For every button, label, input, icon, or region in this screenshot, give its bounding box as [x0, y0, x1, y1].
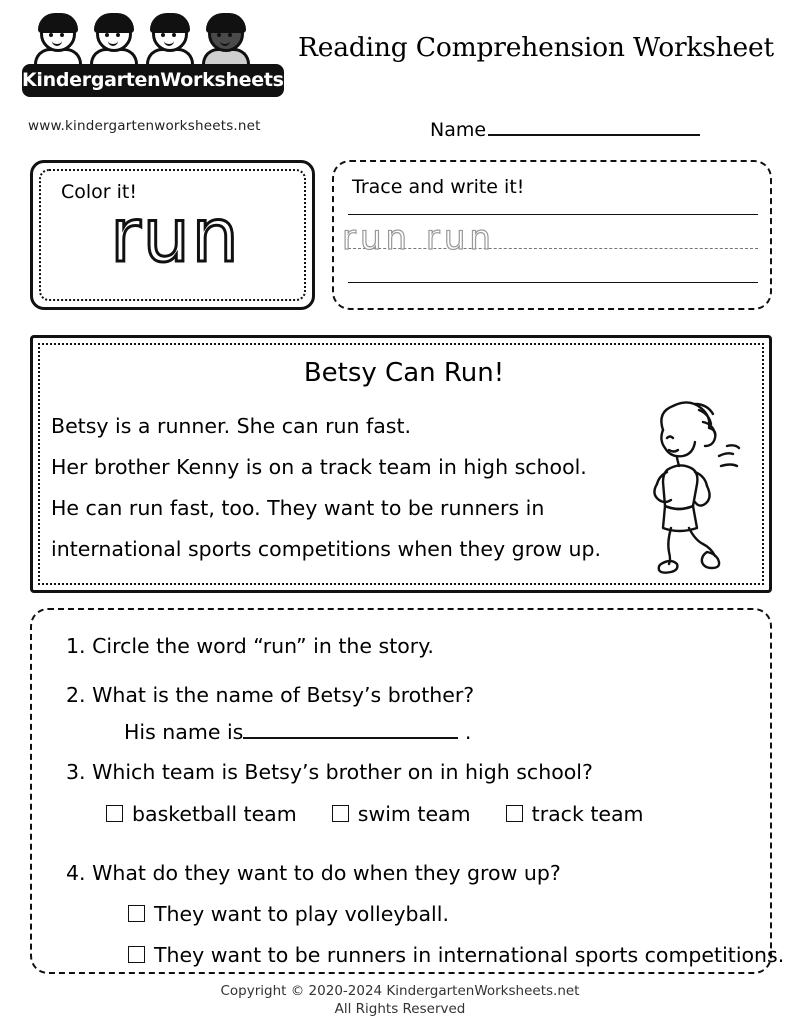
question-1-text: Circle the word “run” in the story. [92, 634, 434, 658]
site-url: www.kindergartenworksheets.net [28, 118, 261, 134]
question-4-option-label: They want to play volleyball. [154, 902, 449, 926]
color-it-label: Color it! [61, 181, 137, 203]
checkbox-basketball-team[interactable] [106, 805, 123, 822]
question-2-answer-row [124, 720, 471, 744]
name-field-row [430, 118, 700, 141]
page-header [0, 0, 800, 140]
question-3-text: Which team is Betsy’s brother on in high school? [92, 760, 593, 784]
story-line: Her brother Kenny is on a track team in high school. [51, 455, 587, 479]
kids-illustration-icon [32, 14, 272, 70]
story-line: Betsy is a runner. She can run fast. [51, 414, 412, 438]
question-2 [66, 683, 474, 707]
questions-panel [30, 608, 785, 974]
name-input-line[interactable] [488, 118, 700, 136]
copyright-text: Copyright © 2020-2024 KindergartenWorksheets.net [220, 983, 580, 999]
checkbox-play-volleyball[interactable] [128, 905, 145, 922]
story-line: He can run fast, too. They want to be runners in [51, 496, 545, 520]
story-title: Betsy Can Run! [303, 358, 505, 388]
trace-word-dotted[interactable]: run run [342, 218, 495, 258]
story-line: international sports competitions when they grow up. [51, 537, 602, 561]
name-label: Name [430, 119, 487, 141]
question-3-option-label: track team [531, 802, 644, 826]
checkbox-swim-team[interactable] [332, 805, 349, 822]
question-3-options [106, 802, 644, 826]
question-1-number: 1. [66, 634, 86, 658]
kid-figure-icon [200, 16, 252, 70]
question-4-number: 4. [66, 861, 86, 885]
kid-figure-icon [88, 16, 140, 70]
question-1 [66, 634, 434, 658]
color-it-panel [30, 160, 315, 310]
question-3-number: 3. [66, 760, 86, 784]
running-girl-illustration-icon [611, 396, 751, 576]
question-2-answer-suffix: . [464, 720, 472, 744]
rights-text: All Rights Reserved [334, 1001, 466, 1017]
question-2-answer-blank[interactable] [243, 722, 458, 739]
trace-and-write-panel [332, 160, 772, 310]
checkbox-international-competitions[interactable] [128, 946, 145, 963]
kid-figure-icon [32, 16, 84, 70]
site-logo[interactable] [22, 14, 326, 91]
question-4-option-2 [128, 943, 784, 967]
trace-and-write-label: Trace and write it! [352, 176, 525, 198]
logo-wordmark: KindergartenWorksheets.net [22, 64, 284, 97]
guide-line-top [348, 214, 758, 215]
question-4 [66, 861, 561, 885]
guide-line-baseline [348, 282, 758, 283]
kid-figure-icon [144, 16, 196, 70]
question-4-text: What do they want to do when they grow up? [92, 861, 561, 885]
story-panel [30, 335, 772, 593]
question-3-option-label: swim team [357, 802, 471, 826]
question-2-number: 2. [66, 683, 86, 707]
color-word-outline: run [110, 193, 241, 279]
question-3-option-label: basketball team [132, 802, 297, 826]
question-4-option-1 [128, 902, 449, 926]
question-4-option-label: They want to be runners in international sports competitions. [154, 943, 785, 967]
page-footer [0, 982, 800, 1018]
page-title: Reading Comprehension Worksheet [298, 32, 774, 63]
question-3 [66, 760, 593, 784]
question-2-answer-prefix: His name is [124, 720, 244, 744]
question-2-text: What is the name of Betsy’s brother? [92, 683, 475, 707]
checkbox-track-team[interactable] [506, 805, 523, 822]
